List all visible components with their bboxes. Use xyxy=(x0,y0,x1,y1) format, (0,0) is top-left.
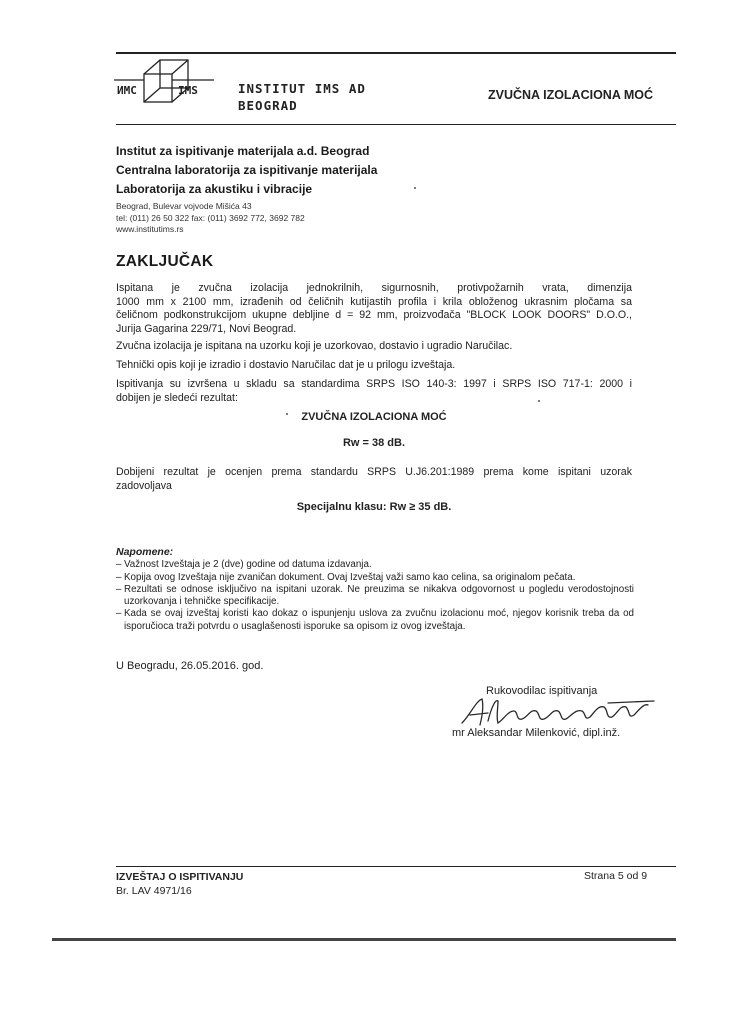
note-item: – Kopija ovog Izveštaja nije zvaničan dokument. Ovaj Izveštaj važi samo kao celina, sa originalom pečata. xyxy=(116,572,634,584)
scan-speck xyxy=(414,187,416,189)
org-phone: tel: (011) 26 50 322 fax: (011) 3692 772, 3692 782 xyxy=(116,212,305,223)
footer-report-info xyxy=(116,870,243,898)
logo-right-text: IMS xyxy=(178,84,198,97)
result-title: ZVUČNA IZOLACIONA MOĆ xyxy=(301,411,447,423)
scan-speck xyxy=(538,400,540,402)
footer-page-number: Strana 5 od 9 xyxy=(584,870,648,882)
para5-line-2: zadovoljava xyxy=(116,479,172,492)
note-item: – Kada se ovaj izveštaj koristi kao dokaz o ispunjenju uslova za zvučnu izolacionu moć, njegov korisnik treba da od isporučioca traži potvrdu o usaglašenosti isporuke sa opisom iz ovog izveštaja. xyxy=(116,608,634,632)
signature-icon xyxy=(458,695,668,729)
place-date: U Beogradu, 26.05.2016. god. xyxy=(116,660,264,672)
org-line-1: Institut za ispitivanje materijala a.d. Beograd xyxy=(116,144,370,158)
signature-role: Rukovodilac ispitivanja xyxy=(486,685,598,697)
special-class-line: Specijalnu klasu: Rw ≥ 35 dB. xyxy=(296,501,452,513)
org-line-3: Laboratorija za akustiku i vibracije xyxy=(116,182,313,196)
note-text-1: Važnost Izveštaja je 2 (dve) godine od datuma izdavanja. xyxy=(124,559,372,571)
scan-speck xyxy=(286,413,288,415)
header-report-title: ZVUČNA IZOLACIONA MOĆ xyxy=(488,88,654,102)
org-address: Beograd, Bulevar vojvode Mišića 43 xyxy=(116,201,252,211)
footer-top-rule xyxy=(116,866,676,867)
conclusion-heading: ZAKLJUČAK xyxy=(116,253,214,270)
conclusion-paragraph-1 xyxy=(116,282,632,336)
bottom-scan-edge xyxy=(52,938,676,941)
logo-left-text: ИМС xyxy=(117,84,137,97)
para1-line-1: Ispitana je zvučna izolacija jednokrilnih, sigurnosnih, protivpožarnih vrata, dimenzija xyxy=(116,282,632,294)
conclusion-paragraph-5 xyxy=(116,466,632,493)
para4-line-2: dobijen je sledeći rezultat: xyxy=(116,391,238,404)
header-top-rule xyxy=(116,52,676,54)
institute-line1: INSTITUT IMS AD xyxy=(238,81,366,96)
footer-title: IZVEŠTAJ O ISPITIVANJU xyxy=(116,871,244,883)
conclusion-paragraph-3: Tehnički opis koji je izradio i dostavio Naručilac dat je u prilogu izveštaja. xyxy=(116,359,456,371)
note-item: – Važnost Izveštaja je 2 (dve) godine od datuma izdavanja. xyxy=(116,559,634,571)
note-item: – Rezultati se odnose isključivo na ispitani uzorak. Ne preuzima se nikakva odgovornost u pogledu verodostojnosti uzorkovanja i tehničke specifikacije. xyxy=(116,583,634,608)
notes-title: Napomene: xyxy=(116,546,174,558)
handwritten-signature xyxy=(458,695,668,729)
notes-block xyxy=(116,546,634,633)
note-text-4: Kada se ovaj izveštaj koristi kao dokaz o ispunjenju uslova za zvučnu izolacionu moć, njegov korisnik treba da od isporučioca traži potvrdu o usaglašenosti isporuke sa opisom iz ovog izveštaja. xyxy=(124,608,634,632)
note-text-3: Rezultati se odnose isključivo na ispitani uzorak. Ne preuzima se nikakva odgovornost u pogledu verodostojnosti uzorkovanja i tehničke specifikacije. xyxy=(124,583,634,608)
para1-line-2: 1000 mm x 2100 mm, izrađenih od čeličnih kutijastih profila i krila obloženog ukrasnim pločama sa xyxy=(116,295,632,308)
result-value: Rw = 38 dB. xyxy=(342,437,406,449)
org-line-2: Centralna laboratorija za ispitivanje materijala xyxy=(116,163,378,177)
para4-line-1: Ispitivanja su izvršena u skladu sa standardima SRPS ISO 140-3: 1997 i SRPS ISO 717-1: 2000 i xyxy=(116,378,632,390)
org-website: www.institutims.rs xyxy=(116,224,184,234)
institute-logo xyxy=(114,56,214,120)
header-bottom-rule xyxy=(116,124,676,125)
cube-logo-icon xyxy=(114,56,214,120)
para1-line-4: Jurija Gagarina 229/71, Novi Beograd. xyxy=(116,322,297,335)
institute-header-name xyxy=(238,80,366,114)
conclusion-paragraph-4 xyxy=(116,378,632,405)
para5-line-1: Dobijeni rezultat je ocenjen prema standardu SRPS U.J6.201:1989 prema kome ispitani uzorak xyxy=(116,466,632,478)
note-text-2: Kopija ovog Izveštaja nije zvaničan dokument. Ovaj Izveštaj važi samo kao celina, sa originalom pečata. xyxy=(124,571,576,583)
organization-block xyxy=(116,142,616,236)
para1-line-3: čeličnom podkonstrukcijom ukupne debljine d = 92 mm, proizvođača "BLOCK LOOK DOORS" D.O.O., xyxy=(116,309,632,321)
footer-report-number: Br. LAV 4971/16 xyxy=(116,885,192,897)
signature-name: mr Aleksandar Milenković, dipl.inž. xyxy=(452,727,621,739)
institute-line2: BEOGRAD xyxy=(238,98,298,113)
conclusion-paragraph-2: Zvučna izolacija je ispitana na uzorku koji je uzorkovao, dostavio i ugradio Naručilac. xyxy=(116,340,513,352)
